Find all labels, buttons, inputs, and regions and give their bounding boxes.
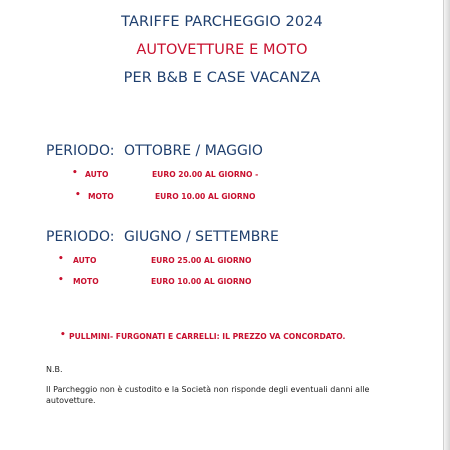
page-edge (444, 0, 450, 450)
rate-price: EURO 20.00 AL GIORNO - (152, 170, 259, 179)
bullet: • (58, 275, 64, 285)
bullet: • (58, 254, 64, 264)
page-subtitle: AUTOVETTURE E MOTO (136, 42, 308, 58)
audience-line: PER B&B E CASE VACANZA (123, 70, 321, 86)
period-label: PERIODO: (46, 229, 115, 245)
period-months: GIUGNO / SETTEMBRE (124, 229, 279, 245)
vehicle-label: AUTO (73, 256, 97, 265)
rate-price: EURO 25.00 AL GIORNO (151, 256, 252, 265)
nb-label: N.B. (46, 365, 63, 374)
bullet: • (60, 330, 66, 340)
bullet: • (72, 168, 78, 178)
vehicle-label: AUTO (85, 170, 109, 179)
period-months: OTTOBRE / MAGGIO (124, 143, 263, 159)
rate-price: EURO 10.00 AL GIORNO (155, 192, 256, 201)
period-heading-summer (46, 229, 279, 245)
page-title: TARIFFE PARCHEGGIO 2024 (121, 14, 323, 30)
period-label: PERIODO: (46, 143, 115, 159)
vehicle-label: MOTO (88, 192, 114, 201)
bullet: • (75, 190, 81, 200)
vehicle-label: MOTO (73, 277, 99, 286)
rate-price: EURO 10.00 AL GIORNO (151, 277, 252, 286)
note-text: PULLMINI- FURGONATI E CARRELLI: IL PREZZO VA CONCORDATO. (69, 332, 346, 341)
disclaimer-text: Il Parcheggio non è custodito e la Società non risponde degli eventuali danni alle autovetture. (46, 385, 370, 405)
period-heading-winter (46, 143, 263, 159)
